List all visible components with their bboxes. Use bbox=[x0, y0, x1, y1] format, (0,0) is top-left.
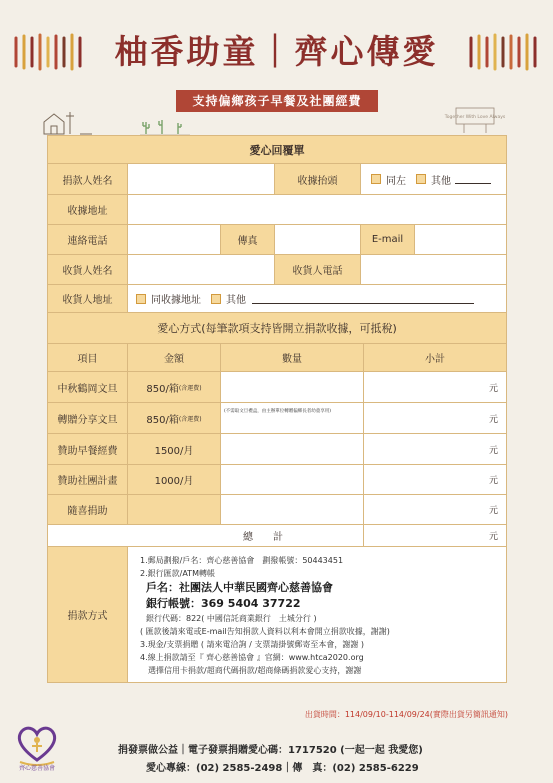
recipient-other-option[interactable] bbox=[211, 291, 474, 306]
item-amount: 1000/月 bbox=[128, 465, 221, 495]
recipient-name-label: 收貨人姓名 bbox=[48, 255, 128, 285]
logo-text: 齊心慈善協會 bbox=[19, 765, 56, 772]
fax-field[interactable] bbox=[275, 225, 361, 255]
same-as-receipt-option[interactable] bbox=[136, 291, 201, 306]
item-name: 贊助社團計畫 bbox=[48, 465, 128, 495]
payment-details bbox=[128, 547, 507, 683]
other-text: 其他 bbox=[431, 175, 451, 187]
checkbox-recipient-other[interactable] bbox=[211, 294, 221, 304]
fax-label: 傳真 bbox=[221, 225, 275, 255]
item-subtotal-field[interactable]: 元 bbox=[364, 465, 507, 495]
transfer-note: (不需取文旦禮盒，由主辦單位轉贈偏鄉長者幼童享用) bbox=[224, 409, 332, 414]
item-amount-note: (含運費) bbox=[178, 384, 202, 392]
reply-form bbox=[47, 135, 507, 683]
payment-line-online-options: 選擇信用卡捐款/超商代碼捐款/超商條碼捐款愛心支持，謝謝 bbox=[140, 666, 362, 675]
receipt-address-field[interactable] bbox=[128, 195, 507, 225]
payment-bank-code: 銀行代碼：822( 中國信託商業銀行 土城分行 ) bbox=[146, 614, 317, 623]
col-amount: 金額 bbox=[128, 344, 221, 372]
item-quantity-field[interactable] bbox=[221, 495, 364, 525]
sign-text: Together With Love Always bbox=[444, 115, 506, 120]
payment-label: 捐款方式 bbox=[48, 547, 128, 683]
footer-contact-line: 愛心專線：(02) 2585-2498｜傳 真：(02) 2585-6229 bbox=[146, 763, 419, 774]
subtitle-banner: 支持偏鄉孩子早餐及社團經費 bbox=[176, 90, 378, 112]
recipient-name-field[interactable] bbox=[128, 255, 275, 285]
phone-label: 連絡電話 bbox=[48, 225, 128, 255]
total-field[interactable]: 元 bbox=[364, 525, 507, 547]
recipient-phone-label: 收貨人電話 bbox=[275, 255, 361, 285]
payment-account-number: 銀行帳號：369 5404 37722 bbox=[146, 597, 301, 610]
page-title: 柚香助童｜齊心傳愛 bbox=[114, 32, 439, 71]
recipient-other-line[interactable] bbox=[252, 294, 474, 304]
item-name: 隨喜捐助 bbox=[48, 495, 128, 525]
item-name: 中秋鶴岡文旦 bbox=[48, 372, 128, 403]
header bbox=[0, 22, 553, 72]
item-subtotal-field[interactable]: 元 bbox=[364, 434, 507, 465]
method-title: 愛心方式(每筆款項支持皆開立捐款收據，可抵稅) bbox=[48, 313, 507, 344]
col-quantity: 數量 bbox=[221, 344, 364, 372]
email-label: E-mail bbox=[361, 225, 415, 255]
payment-line-cash: 3.現金/支票捐贈 ( 請來電洽詢 / 支票請掛號郵寄至本會，謝謝 ) bbox=[140, 640, 364, 649]
payment-line-postal: 1.郵局劃撥/戶名：齊心慈善協會 劃撥帳號：50443451 bbox=[140, 556, 344, 565]
donor-name-field[interactable] bbox=[128, 164, 275, 195]
recipient-address-label: 收貨人地址 bbox=[48, 285, 128, 313]
item-subtotal-field[interactable]: 元 bbox=[364, 495, 507, 525]
cactus-illustration bbox=[140, 116, 190, 136]
receipt-title-options bbox=[361, 164, 507, 195]
receipt-title-same-option[interactable] bbox=[371, 172, 406, 187]
other-line[interactable] bbox=[455, 174, 491, 184]
checkbox-other[interactable] bbox=[416, 174, 426, 184]
barn-illustration bbox=[40, 108, 100, 136]
same-as-left-text: 同左 bbox=[386, 175, 406, 187]
item-amount-note: (含運費) bbox=[178, 415, 202, 423]
phone-field[interactable] bbox=[128, 225, 221, 255]
brush-strokes-decoration-right bbox=[465, 32, 543, 72]
item-quantity-field[interactable] bbox=[221, 403, 364, 434]
item-subtotal-field[interactable]: 元 bbox=[364, 403, 507, 434]
checkbox-same-as-receipt[interactable] bbox=[136, 294, 146, 304]
item-subtotal-field[interactable]: 元 bbox=[364, 372, 507, 403]
recipient-phone-field[interactable] bbox=[361, 255, 507, 285]
footer-invoice-line: 捐發票做公益｜電子發票捐贈愛心碼：1717520 (一起一起 我愛您) bbox=[118, 745, 423, 756]
recipient-address-options bbox=[128, 285, 507, 313]
item-name: 贊助早餐經費 bbox=[48, 434, 128, 465]
item-amount: 850/箱 bbox=[146, 414, 179, 426]
sign-post-illustration bbox=[444, 106, 506, 134]
recipient-other-text: 其他 bbox=[226, 295, 246, 306]
payment-notice: ( 匯款後請來電或E-mail告知捐款人資料以利本會開立捐款收據，謝謝) bbox=[140, 627, 390, 636]
item-amount: 850/箱 bbox=[146, 383, 179, 395]
same-as-receipt-text: 同收據地址 bbox=[151, 295, 201, 306]
total-label: 總 計 bbox=[48, 525, 364, 547]
form-title: 愛心回覆單 bbox=[48, 136, 507, 164]
item-amount bbox=[128, 495, 221, 525]
item-amount: 1500/月 bbox=[128, 434, 221, 465]
item-name: 轉贈分享文旦 bbox=[48, 403, 128, 434]
col-subtotal: 小計 bbox=[364, 344, 507, 372]
item-quantity-field[interactable] bbox=[221, 372, 364, 403]
receipt-title-other-option[interactable] bbox=[416, 172, 491, 187]
payment-account-name: 戶名：社團法人中華民國齊心慈善協會 bbox=[146, 581, 333, 594]
item-quantity-field[interactable] bbox=[221, 434, 364, 465]
receipt-title-label: 收據抬頭 bbox=[275, 164, 361, 195]
item-amount-cell bbox=[128, 372, 221, 403]
item-quantity-field[interactable] bbox=[221, 465, 364, 495]
checkbox-same-as-left[interactable] bbox=[371, 174, 381, 184]
email-field[interactable] bbox=[415, 225, 507, 255]
receipt-address-label: 收據地址 bbox=[48, 195, 128, 225]
col-item: 項目 bbox=[48, 344, 128, 372]
payment-line-bank: 2.銀行匯款/ATM轉帳 bbox=[140, 569, 215, 578]
shipping-time: 出貨時間：114/09/10-114/09/24(實際出貨另簡訊通知) bbox=[304, 710, 508, 719]
donor-name-label: 捐款人姓名 bbox=[48, 164, 128, 195]
item-amount-cell bbox=[128, 403, 221, 434]
payment-line-online: 4.線上捐款請至『 齊心慈善協會 』官網：www.htca2020.org bbox=[140, 653, 364, 662]
